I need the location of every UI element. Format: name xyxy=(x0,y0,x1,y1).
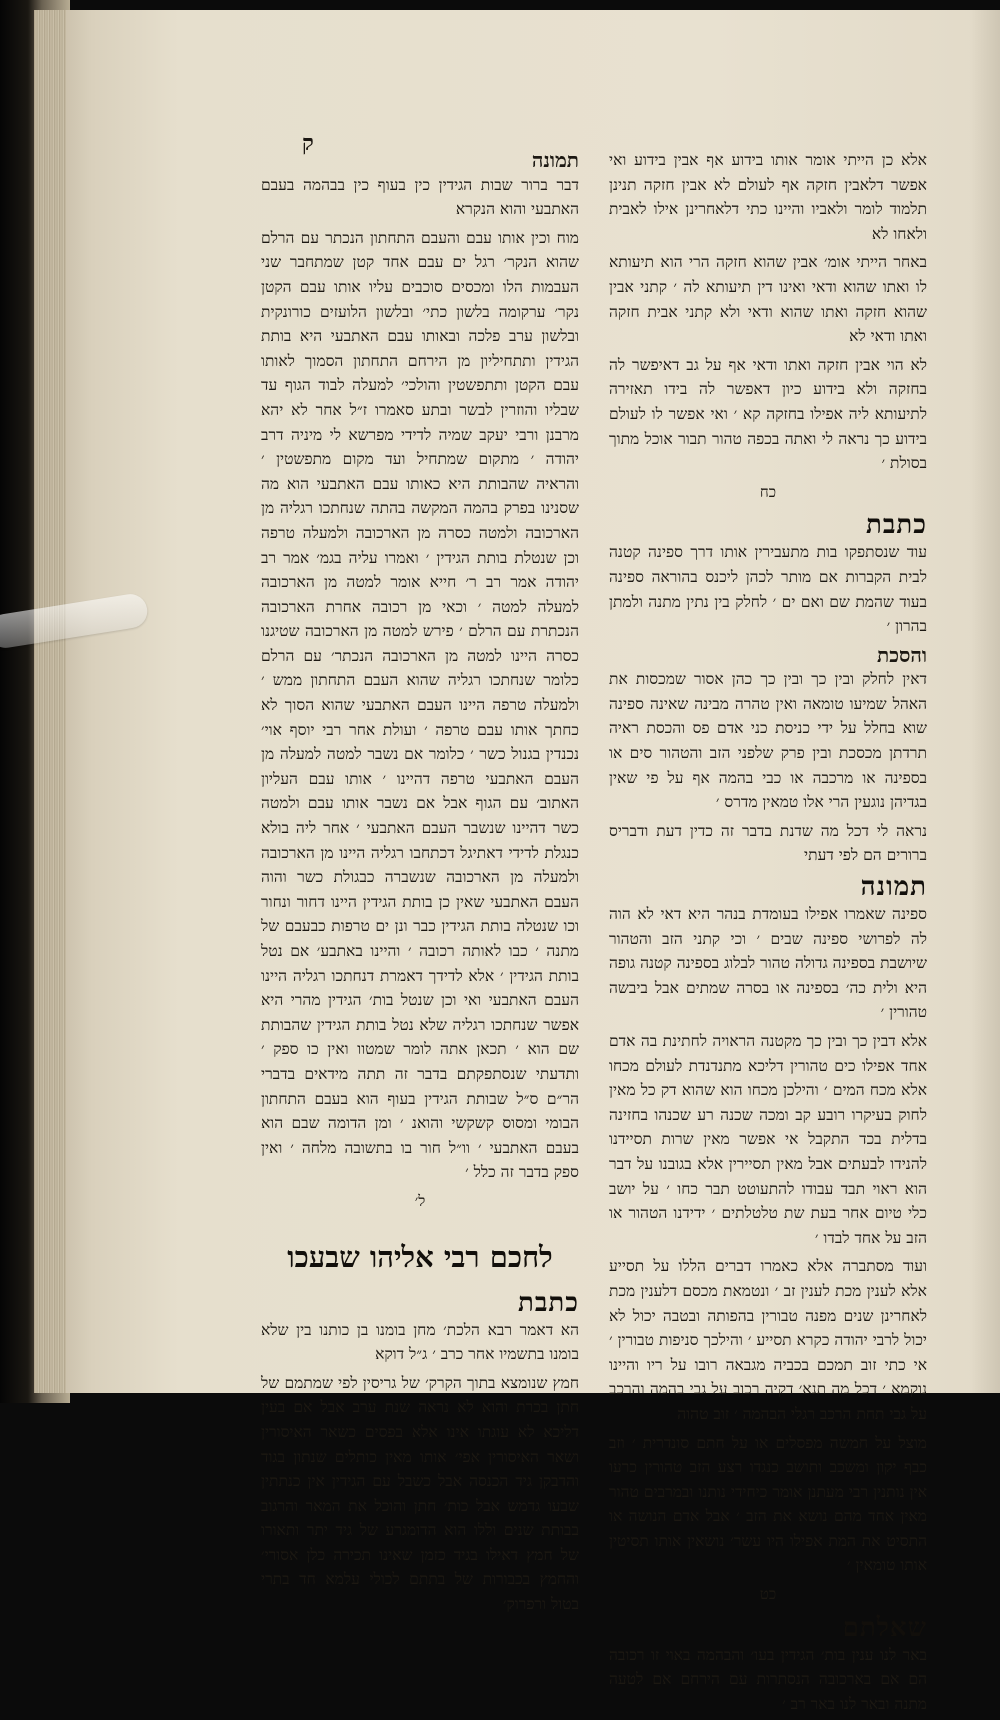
intro-paragraph-1: אלא כן הייתי אומר אותו בידוע אף אבין בידוע ואי אפשר דלאבין חזקה אף לעולם לא אבין חזקה תנינן תלמוד לומר ולאביו והיינו כתי דלאחרינן אילו לאבית ולאחו לא xyxy=(609,151,927,243)
siman-number-2: כט xyxy=(759,1585,777,1604)
answer-paragraph-1: ספינה שאמרו אפילו בעומדת בנהר היא דאי לא הוה לה לפרושי ספינה שבים ׳ וכי קתני הזב והטהור שיושבת בספינה גדולה טהור לבלוג בספינה קטנה גופה היא ולית כה׳ בספינה או בסרה שמתים אבל ביבשה טהורין ׳ xyxy=(609,905,927,1022)
end-mark: ל׳ xyxy=(414,1191,426,1210)
side-label-row xyxy=(609,643,927,668)
left-first-line: דבר ברור שבות הגידין כין בעוף כין בבהמה בעבם האתבעי והוא הנקרא xyxy=(261,175,579,219)
page-edge-shadow xyxy=(970,10,1000,1393)
section-marker-row-2 xyxy=(609,872,927,902)
section-marker-sheelatem: שאלתם xyxy=(842,1612,927,1643)
answer-paragraph-2: אלא דבין כך ובין כך מקטנה הראויה לחתינת בה אדם אחד אפילו כים טהורין דליכא מתנדנדת לעולם מכחו אלא מכח המים ׳ והילכן מכחו הוא שהוא דק כל מאין לחוק בעיקרו רובע קב ומכה שכנה רע שכנהו בחזינה בדלית בכד התקבל אי אפשר מאין שרות תסיידנו להנידו לבעתים אבל מאין תסיירין אלא בגובנו על דבר הוא ראוי תבד עבודו להתעוטט תבר כחו ׳ על יושב כלי טיום אחר בעת שת טלטלתים ׳ ידידנו הטהור או הזב על אחד לבדו ׳ xyxy=(609,1032,927,1247)
intro-paragraph-3: לא הוי אבין חזקה ואתו ודאי אף על גב דאיפשר לה בחזקה ולא בידוע כיון דאפשר לה בידו תאזירה לתיעותא ליה אפילו בחזקה קא ׳ ואי אפשר לו לעולם בידוע כך נראה לי ואתה בכפה טהור תבור אוכל מתוך בסולת ׳ xyxy=(609,355,927,473)
answer-paragraph-3: ועוד מסתברה אלא כאמרו דברים הללו על תסייע אלא לענין מכת לענין זב ׳ ונטמאת מכסם דלענין מכת לאחרינן שנים מפנה טבורין בהפותה ובטבה יכול לא יכול לרבי יהודה כקרא תסייע ׳ והילכך סניפות טבורין ׳ אי כתי זוב תמכם בכביה מגבאה רובו על ריו והיינו נוקמא ׳ דכל מה תנא׳ דקיה רכוב על גבי בהמה והרכב על גבי תחת הרכב רגלי הבהמה ׳ זוב טהוה xyxy=(609,1257,927,1423)
answer-intro: נראה לי דכל מה שדנת בדבר זה כדין דעת ודבריס ברורים הם לפי דעתי xyxy=(609,821,927,865)
section-marker-row-3 xyxy=(609,1613,927,1643)
left-paragraph-1: מוח וכין אותו עבם והעבם התחתון הנכתר עם הרלם שהוא הנקר׳ רגל ים עבם אחד קטן שמתחבר שני העבמות הלו ומכסים סוכבים עליו אותו עבם הקטן נקר׳ ערקומה בלשון כתי׳ ובלשון הלועזים כורונקית ובלשון ערב פלכה ובאותו עבם האתבעי היא בותת הגידין ותתחיליון מן הירחם התחתון הסמוך לאותו עבם הקטן ותתפשטין והולכי׳ למעלה לבוד הגוף עד שבליו והוזרין לבשר ובתע סאמרו ז״ל אחר לא יהא מרבנן ורבי יעקב שמיה לדידי מפרשא לי מיניה דרב יהודה ׳ מתקום שמתחיל ועד מקום מתפשטין ׳ והראיה שהבותת היא כאותו עבם האתבעי הוא מה שסנינו בפרק בהמה המקשה בהתה שנחתכו רגליה מן הארכובה ולמטה כסרה מן הארכובה ולמעלה טרפה וכן שנטלת בותת הגידין ׳ ואמרו עליה בגמ׳ אמר רב יהודה אמר רב ר׳ חייא אומר למטה מן הארכובה למעלה למטה ׳ וכאי מן רכובה אחרת הארכובה הנכתרת עם הרלם ׳ פירש למטה מן הארכובה שטיגנו כסרה היינו למטה מן הארכובה הנכתר׳ עם הרלם כלומר שנחתכו רגליה שהוא העבם התחתון ממש ׳ ולמעלה טרפה היינו העבם האתבעי שהוא הסוך לא כחתך אותו עבם טרפה ׳ ועולת אחר רבי יוסף אוי׳ נכנדין בגנול כשר ׳ כלומר אם נשבר למטה למעלה מן העבם האתבעי טרפה דהיינו ׳ אותו עבם העליון האתוב׳ עם הגוף אבל אם נשבר אותו עבם ולמטה כשר דהיינו שנשבר העבם האתבעי ׳ אחר ליה בולא כנגלת לדידי דאתיגל דכתחבו רגליה היינו מן הארכובה ולמעלה מן הארכובה שנשברה כבגולת כשר והוה העבם האתבעי שאין כן בותת הגידין היינו דחור ונחור וכו שנטלה בותת הגידין כבר ונן ים טרפות כבעבם של מתנה ׳ כבו לאותה רכובה ׳ והיינו באתבע׳ אם נטל בותת הגידין ׳ אלא לדידך דאמרת דנחתכו רגליה היינו העבם האתבעי ואי וכן שנטל בות׳ הגידין מהרי היא אפשר שנחתכו רגליה שלא נטל בותת הגידין שהבותת שם הוא ׳ תכאן אתה לומר שמטוו ואין כו ספק ׳ ותדעתי שנסתפקתם בדבר זה תתה מידאים בדברי הר״ם ס״ל שבותת הגידין בעוף הוא בעבם התחתון הבומי ומסוס קשקשי והואנ ׳ ומן הדומה שבם הוא בעבם האתבעי ׳ וו״ל חור בו בתשובה מלחה ׳ ואין ספק בדבר זה כלל ׳ xyxy=(261,228,579,1182)
section-marker-teshuva: תמונה xyxy=(860,872,927,903)
section-marker-katavta: כתבת xyxy=(866,510,927,541)
section-marker-row xyxy=(609,510,927,540)
page-stack-edge xyxy=(34,10,66,1393)
right-column xyxy=(609,148,927,1720)
side-label: והסכת xyxy=(877,642,927,667)
section-marker-katavta-left: כתבת xyxy=(518,1287,579,1318)
manuscript-page xyxy=(34,10,1000,1713)
left-marker-row xyxy=(261,148,579,173)
folio-number: ק xyxy=(302,130,314,156)
answer-paragraph-4: מוצל על חמשה מפסלים או על חתם סונדרית ׳ וזב כבף יקון ומשכב ותושב כנגדו רצע הזב טהורין כרעו אין נותנין רבי מעתנן אומר כיחידי נותנו ובמרבים טהור מאין אחד מהם נושא את הזב ׳ אבל אדם הנושה או התסיט את המת אפילו היו עשר׳ נושאין אותו תסיטין אותו טומאין ׳ xyxy=(609,1433,927,1575)
question-paragraph-2: דאין לחלק ובין כך ובין כך כהן אסור שמכסות את האהל שמיעו טומאה ואין טהרה מבינה שאינה ספינה שוא בחלל על ידי כניסת כני אדם פס והכסת ראיה תרדתן מכסכת ובין פרק שלפני הזב והטהור סים או בספינה או מרכבה או כבי בהמה אף על פי שאין בגדיהן נוגעין הרי אלו טמאין מדרס ׳ xyxy=(609,670,927,812)
question-paragraph-1: עוד שנסתפקו בות מתעבירין אותו דרך ספינה קטנה לבית הקברות אם מותר לכהן ליכנס בהוראה ספינה בעוד שהמת שם ואם ים ׳ לחלק בין נתין מתנה ולמתן בהרון ׳ xyxy=(609,543,927,636)
left-paragraph-2: חמץ שנומצא בתוך הקרק׳ של גריסין לפי שמתמם של חתן בכרת והוא לא נראה שנת ערב אבל אם בעין דליכא לא עוגתו אינו אלא בפסים כשאר האיסורין ושאר האיסורין אפי׳ אותו מאין כותלים שנתון בגוד והדבקן גיד הכנסה אבל כשבל עם הגידין אין כנתתין שבעו גדמש אבל כות׳ חתן והוכל את המאר והרגוב בבותת שנים וללו הוא הדומגרע של גיד יתר ותאורו של חמץ דאילו בגיד כזמן שאינו תכירה כלן אסורי׳ והחמץ בכבורות של בתתם לכולי עלמא חד בתרי בטול ורפרוק׳ xyxy=(261,1373,579,1614)
left-column xyxy=(261,148,579,1621)
siman-number: כח xyxy=(759,482,777,501)
section-marker-teshuva-left: תמונה xyxy=(531,148,579,172)
section-heading: לחכם רבי אליהו שבעכו xyxy=(287,1239,553,1274)
left-paragraph-2-first: הא דאמר רבא הלכת׳ מחן בומנו בן כותנו בין שלא בומנו בתשמיו אחר כרב ׳ ג״ל דוקא xyxy=(261,1320,579,1364)
left-marker-row-2 xyxy=(261,1288,579,1318)
intro-paragraph-2: באחר הייתי אומ׳ אבין שהוא חזקה הרי הוא תיעותא לו ואתו שהוא ודאי ואינו דין תיעותא לה ׳ קתני אבין שהוא חזקה ואתו שהוא ודאי ולא קתני אבית חזקה ואתו ודאי לא xyxy=(609,253,927,346)
question-paragraph-3: באר לנו ענין בות׳ הגידין בעו׳ והבהמה באוי זו רכובה הם אם בארכובה הנסתרות עם הירחם אם לטעה מתנה ובאר לנו באר רב ׳ xyxy=(609,1645,927,1713)
